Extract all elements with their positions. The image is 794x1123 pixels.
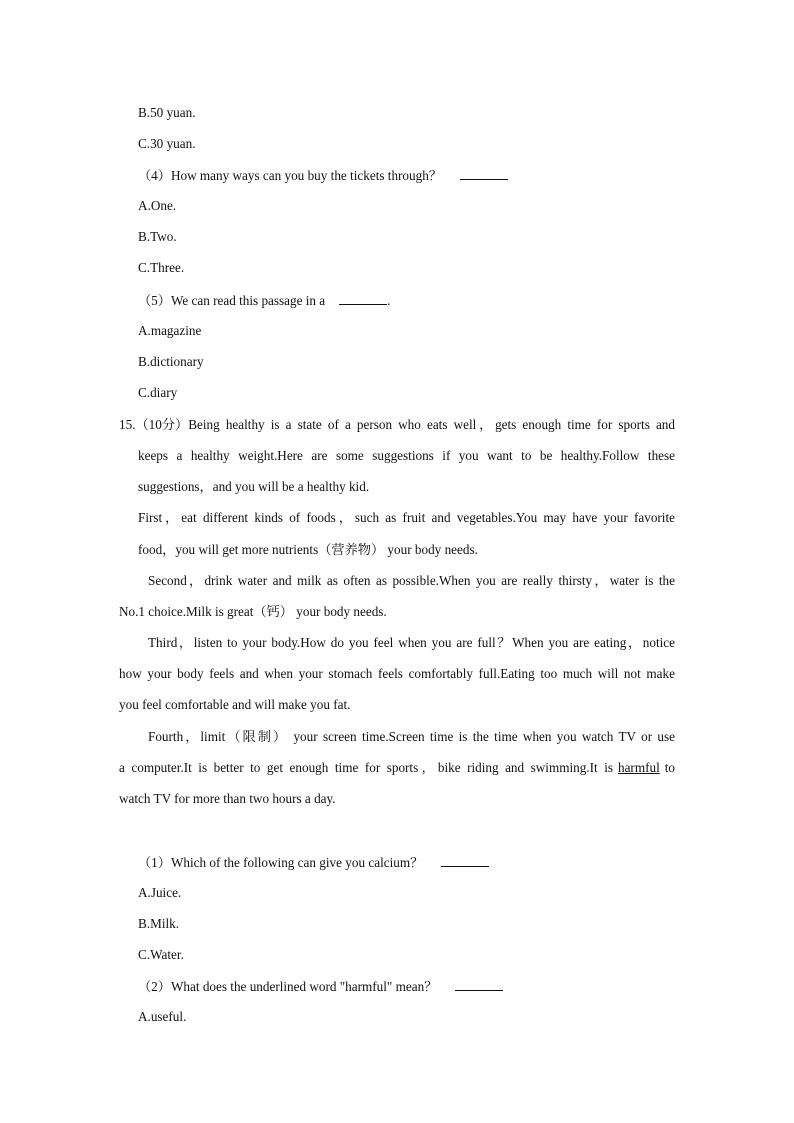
passage-second-line-1: Second，drink water and milk as often as possible.When you are really thirsty，water is the bbox=[148, 573, 675, 588]
q15-2-option-a: A.useful. bbox=[138, 1009, 187, 1024]
option-c-prev: C.30 yuan. bbox=[138, 136, 196, 151]
passage-third-line-1: Third，listen to your body.How do you feel when you are full？When you are eating，notice bbox=[148, 635, 675, 650]
passage-first-line-1: First，eat different kinds of foods，such as fruit and vegetables.You may have your favorite bbox=[138, 510, 675, 525]
option-b-prev: B.50 yuan. bbox=[138, 105, 196, 120]
question-4 bbox=[138, 166, 508, 185]
passage-fourth-line-2-text: a computer.It is better to get enough time for sports，bike riding and swimming.It is bbox=[119, 760, 613, 775]
passage-intro-line-3: suggestions，and you will be a healthy kid. bbox=[138, 479, 370, 494]
passage-third-line-3: you feel comfortable and will make you fat. bbox=[119, 697, 351, 712]
passage-second-line-2: No.1 choice.Milk is great（钙） your body needs. bbox=[119, 604, 387, 619]
question-4-text: （4）How many ways can you buy the tickets through？ bbox=[138, 168, 442, 183]
passage-intro-line-1: Being healthy is a state of a person who eats well，gets enough time for sports and bbox=[188, 417, 675, 432]
question-15-number: 15.（10分） bbox=[119, 417, 189, 432]
q4-option-b: B.Two. bbox=[138, 229, 177, 244]
answer-blank[interactable] bbox=[441, 853, 489, 867]
passage-fourth-line-2 bbox=[119, 759, 675, 777]
answer-blank[interactable] bbox=[460, 166, 508, 180]
underlined-word: harmful bbox=[617, 760, 660, 775]
answer-blank[interactable] bbox=[339, 291, 387, 305]
q4-option-a: A.One. bbox=[138, 198, 177, 213]
question-5-text: （5）We can read this passage in a bbox=[138, 293, 326, 308]
q15-1-option-a: A.Juice. bbox=[138, 885, 182, 900]
passage-first-line-2: food，you will get more nutrients（营养物） your body needs. bbox=[138, 542, 478, 557]
question-15-header bbox=[119, 416, 675, 434]
passage-third-line-2: how your body feels and when your stomach feels comfortably full.Eating too much will not make bbox=[119, 666, 675, 681]
passage-fourth-line-2-end: to bbox=[664, 760, 675, 775]
q5-option-c: C.diary bbox=[138, 385, 178, 400]
question-15-2-text: （2）What does the underlined word "harmful" mean？ bbox=[138, 979, 438, 994]
question-5-suffix: . bbox=[387, 293, 391, 308]
passage-intro-line-2: keeps a healthy weight.Here are some suggestions if you want to be healthy.Follow these bbox=[138, 448, 675, 463]
question-15-2 bbox=[138, 977, 503, 996]
q15-1-option-c: C.Water. bbox=[138, 947, 184, 962]
question-15-1 bbox=[138, 853, 489, 872]
q15-1-option-b: B.Milk. bbox=[138, 916, 180, 931]
answer-blank[interactable] bbox=[455, 977, 503, 991]
passage-fourth-line-1: Fourth，limit（限制） your screen time.Screen time is the time when you watch TV or use bbox=[148, 729, 675, 744]
question-5 bbox=[138, 291, 390, 310]
q4-option-c: C.Three. bbox=[138, 260, 185, 275]
q5-option-b: B.dictionary bbox=[138, 354, 204, 369]
question-15-1-text: （1）Which of the following can give you calcium？ bbox=[138, 855, 424, 870]
q5-option-a: A.magazine bbox=[138, 323, 202, 338]
passage-fourth-line-3: watch TV for more than two hours a day. bbox=[119, 791, 336, 806]
